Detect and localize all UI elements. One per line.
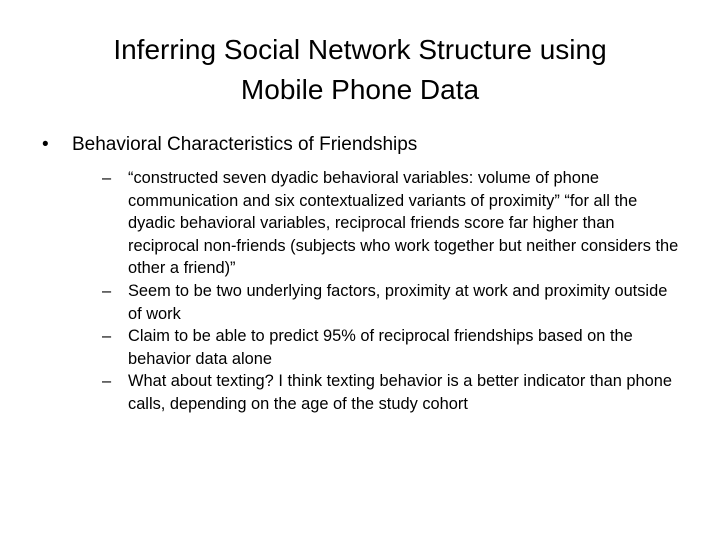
sub-bullet-text: Seem to be two underlying factors, proximity at work and proximity outside of work: [128, 281, 668, 323]
sub-bullet-text: Claim to be able to predict 95% of reciprocal friendships based on the behavior data alone: [128, 327, 633, 368]
dash-icon: –: [102, 372, 112, 391]
slide-title-line-2: Mobile Phone Data: [240, 74, 480, 105]
slide-title: [36, 30, 684, 110]
sub-bullet-text: “constructed seven dyadic behavioral variables: volume of phone communication and six contextualized variants of proximity” “for all the dyadic behavioral variables, reciprocal friends score far higher than reciprocal non-friends (subjects who work together but neither considers the other a friend)”: [128, 169, 679, 278]
bullet-dot-icon: •: [42, 134, 49, 155]
dash-icon: –: [102, 281, 112, 300]
sub-bullet-text: What about texting? I think texting behavior is a better indicator than phone calls, depending on the age of the study cohort: [128, 372, 672, 413]
main-bullet: [30, 132, 690, 158]
main-bullet-text: Behavioral Characteristics of Friendships: [72, 134, 418, 155]
sub-bullet-item: [30, 325, 690, 370]
sub-bullet-item: [30, 280, 690, 325]
sub-bullet-list: [30, 167, 690, 416]
slide-body: [30, 132, 690, 416]
dash-icon: –: [102, 169, 112, 187]
sub-bullet-item: [30, 370, 690, 415]
sub-bullet-item: [30, 167, 690, 280]
dash-icon: –: [102, 327, 112, 346]
slide-title-line-1: Inferring Social Network Structure using: [113, 34, 607, 65]
